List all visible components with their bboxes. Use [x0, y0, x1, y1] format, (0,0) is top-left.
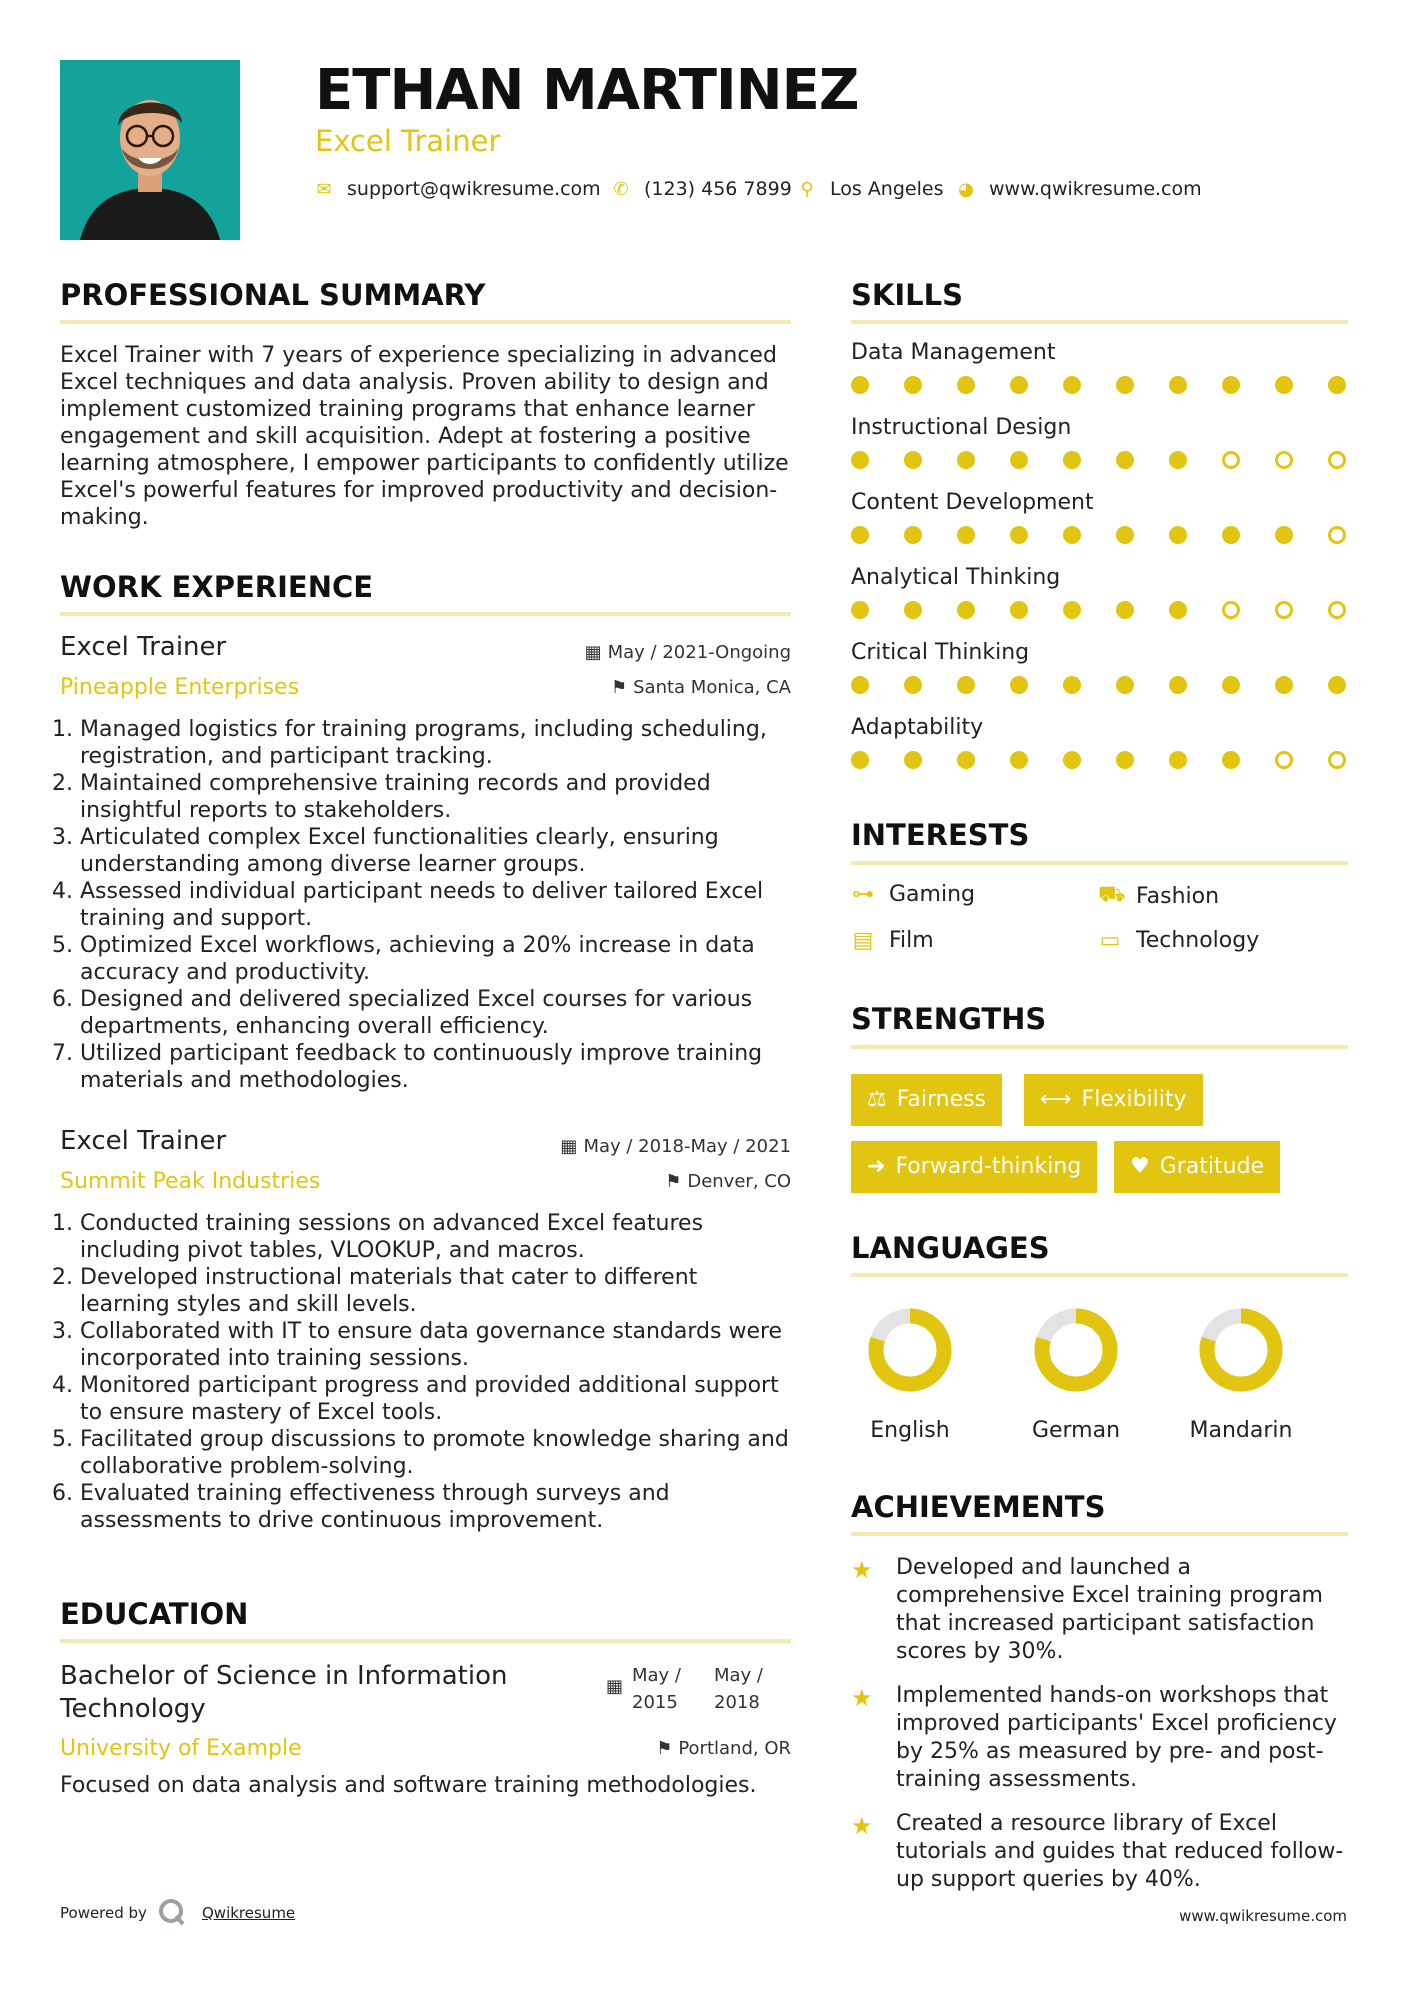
job-bullets	[60, 716, 791, 1094]
contact-location	[798, 178, 943, 200]
summary-heading: PROFESSIONAL SUMMARY	[60, 278, 486, 312]
laptop-icon: ▭	[1099, 928, 1121, 953]
skill-name: Adaptability	[851, 715, 984, 740]
interests-heading: INTERESTS	[851, 818, 1030, 852]
rating-dot-empty	[1328, 451, 1346, 469]
interest-item	[851, 928, 934, 953]
calendar-icon: ▦	[606, 1676, 624, 1697]
shopping-bag-icon: ⛟	[1098, 882, 1126, 907]
rating-dot-filled	[904, 526, 922, 544]
contact-website[interactable]	[957, 178, 1202, 200]
rating-dot-filled	[851, 451, 869, 469]
rating-dot-filled	[957, 601, 975, 619]
website-text: www.qwikresume.com	[989, 178, 1202, 200]
degree-title	[60, 1660, 507, 1726]
rating-dot-filled	[1275, 376, 1293, 394]
interest-item	[1098, 882, 1219, 910]
interest-label: Fashion	[1136, 883, 1220, 909]
list-item: 6. Designed and delivered specialized Excel courses for various departments, enhancing overall efficiency.	[80, 986, 791, 1040]
rating-dot-filled	[1222, 376, 1240, 394]
rating-dot-filled	[957, 526, 975, 544]
list-item: 5. Optimized Excel workflows, achieving a 20% increase in data accuracy and productivity.	[80, 932, 791, 986]
language-label: Mandarin	[1189, 1418, 1293, 1443]
divider	[851, 1532, 1348, 1536]
divider	[60, 1639, 791, 1643]
language-label: English	[870, 1418, 950, 1443]
phone-text: (123) 456 7899	[644, 178, 792, 200]
list-item: 4. Monitored participant progress and provided additional support to ensure mastery of Excel tools.	[80, 1372, 791, 1426]
end-line-1: May /	[714, 1665, 763, 1686]
strength-label: Flexibility	[1081, 1087, 1187, 1112]
qwikresume-logo-icon	[158, 1898, 186, 1926]
job-dates-text: May / 2021-Ongoing	[607, 642, 791, 663]
achievements-heading: ACHIEVEMENTS	[851, 1490, 1106, 1524]
email-text: support@qwikresume.com	[347, 178, 601, 200]
rating-dot-filled	[904, 451, 922, 469]
rating-dot-empty	[1328, 751, 1346, 769]
rating-dot-filled	[1116, 526, 1134, 544]
job-dates	[560, 1136, 791, 1157]
star-icon: ★	[851, 1812, 873, 1840]
rating-dot-empty	[1275, 751, 1293, 769]
rating-dot-empty	[1222, 601, 1240, 619]
arrows-horizontal-icon: ⟷	[1040, 1087, 1072, 1112]
job-dates-text: May / 2018-May / 2021	[583, 1136, 791, 1157]
list-item: 3. Collaborated with IT to ensure data governance standards were incorporated into training sessions.	[80, 1318, 791, 1372]
contact-phone[interactable]	[612, 178, 792, 200]
rating-dot-filled	[851, 601, 869, 619]
skill-name: Data Management	[851, 340, 1056, 365]
school-name: University of Example	[60, 1736, 302, 1761]
job-location-text: Denver, CO	[687, 1171, 791, 1192]
interest-label: Film	[889, 928, 934, 953]
rating-dot-filled	[851, 676, 869, 694]
degree-line-1: Bachelor of Science in Information	[60, 1661, 508, 1691]
rating-dot-filled	[904, 601, 922, 619]
pin-icon: ⚑	[665, 1171, 682, 1192]
skill-name: Content Development	[851, 490, 1094, 515]
gamepad-icon: ⊶	[852, 882, 874, 907]
rating-dot-filled	[1222, 676, 1240, 694]
list-item: 2. Maintained comprehensive training records and provided insightful reports to stakeholders.	[80, 770, 791, 824]
footer-website[interactable]: www.qwikresume.com	[1179, 1907, 1347, 1925]
pin-icon: ⚑	[656, 1738, 673, 1759]
rating-dot-filled	[904, 376, 922, 394]
rating-dot-filled	[1222, 526, 1240, 544]
interest-item	[851, 882, 975, 907]
skill-row	[851, 340, 1348, 415]
list-item: 5. Facilitated group discussions to promote knowledge sharing and collaborative problem-solving.	[80, 1426, 791, 1480]
rating-dot-filled	[1063, 376, 1081, 394]
list-item: 2. Developed instructional materials that cater to different learning styles and skill levels.	[80, 1264, 791, 1318]
strengths-heading: STRENGTHS	[851, 1002, 1047, 1036]
language-donut	[840, 1306, 980, 1396]
pin-icon: ⚑	[610, 677, 628, 698]
rating-dot-filled	[904, 751, 922, 769]
rating-dot-filled	[1275, 676, 1293, 694]
rating-dot-filled	[1169, 376, 1187, 394]
rating-dot-filled	[957, 376, 975, 394]
rating-dot-filled	[1328, 376, 1346, 394]
company-name: Pineapple Enterprises	[60, 675, 300, 700]
rating-dot-filled	[1169, 451, 1187, 469]
skill-rating	[851, 751, 1346, 769]
achievement-item: Created a resource library of Excel tutorials and guides that reduced follow-up support queries by 40%.	[896, 1811, 1344, 1892]
skill-row	[851, 640, 1348, 715]
divider	[851, 1273, 1348, 1277]
rating-dot-empty	[1328, 601, 1346, 619]
skills-heading: SKILLS	[851, 278, 963, 312]
education-location-text: Portland, OR	[678, 1738, 791, 1759]
skill-rating	[851, 601, 1346, 619]
rating-dot-filled	[1275, 526, 1293, 544]
envelope-icon: ✉	[316, 178, 332, 200]
rating-dot-filled	[1063, 676, 1081, 694]
rating-dot-filled	[1010, 601, 1028, 619]
strength-label: Gratitude	[1159, 1154, 1265, 1179]
star-icon: ★	[851, 1556, 873, 1584]
job-location-text: Santa Monica, CA	[633, 677, 791, 698]
rating-dot-filled	[1010, 751, 1028, 769]
rating-dot-filled	[1116, 451, 1134, 469]
rating-dot-filled	[1169, 601, 1187, 619]
job-bullets	[60, 1210, 791, 1534]
rating-dot-filled	[1010, 526, 1028, 544]
rating-dot-filled	[1063, 451, 1081, 469]
skill-row	[851, 490, 1348, 565]
end-line-2: 2018	[714, 1692, 760, 1713]
rating-dot-filled	[1063, 526, 1081, 544]
contact-email[interactable]	[315, 178, 601, 200]
list-item: 6. Evaluated training effectiveness through surveys and assessments to drive continuous improvement.	[80, 1480, 791, 1534]
language-donut	[1171, 1306, 1311, 1396]
rating-dot-filled	[957, 751, 975, 769]
skill-name: Instructional Design	[851, 415, 1072, 440]
education-location	[656, 1738, 791, 1759]
language-item	[1171, 1306, 1311, 1443]
job-title: Excel Trainer	[60, 632, 227, 662]
achievement-item: Implemented hands-on workshops that improved participants' Excel proficiency by 25% as measured by pre- and post-training assessments.	[896, 1683, 1337, 1792]
language-label: German	[1031, 1418, 1121, 1443]
start-line-1: May /	[632, 1665, 681, 1686]
candidate-name: ETHAN MARTINEZ	[315, 58, 859, 123]
language-item	[1006, 1306, 1146, 1443]
rating-dot-filled	[1169, 526, 1187, 544]
interest-item	[1098, 928, 1259, 953]
job-location	[611, 677, 791, 698]
skills-list	[851, 340, 1348, 790]
divider	[60, 320, 791, 324]
map-marker-icon: ⚲	[800, 178, 814, 200]
rating-dot-filled	[1169, 751, 1187, 769]
rating-dot-empty	[1275, 451, 1293, 469]
skill-rating	[851, 676, 1346, 694]
heart-icon: ♥	[1130, 1154, 1150, 1179]
skill-rating	[851, 526, 1346, 544]
strength-label: Forward-thinking	[895, 1154, 1082, 1179]
education-description: Focused on data analysis and software training methodologies.	[60, 1773, 757, 1798]
rating-dot-filled	[957, 451, 975, 469]
rating-dot-filled	[1116, 376, 1134, 394]
start-line-2: 2015	[632, 1692, 678, 1713]
calendar-icon: ▦	[584, 642, 602, 663]
achievement-item: Developed and launched a comprehensive Excel training program that increased participant satisfaction scores by 30%.	[896, 1555, 1323, 1664]
list-item: 7. Utilized participant feedback to continuously improve training materials and methodologies.	[80, 1040, 791, 1094]
skill-row	[851, 715, 1348, 790]
languages-heading: LANGUAGES	[851, 1231, 1050, 1265]
strength-tag	[851, 1141, 1097, 1193]
rating-dot-filled	[1010, 451, 1028, 469]
film-icon: ▤	[852, 928, 874, 953]
rating-dot-filled	[904, 676, 922, 694]
strength-tag	[1114, 1141, 1280, 1193]
skill-row	[851, 565, 1348, 640]
company-name: Summit Peak Industries	[60, 1169, 321, 1194]
rating-dot-empty	[1275, 601, 1293, 619]
rating-dot-filled	[1328, 676, 1346, 694]
experience-heading: WORK EXPERIENCE	[60, 570, 374, 604]
divider	[851, 320, 1348, 324]
languages-list	[851, 1306, 1348, 1456]
skill-rating	[851, 376, 1346, 394]
list-item: 1. Conducted training sessions on advanced Excel features including pivot tables, VLOOKUP, and macros.	[80, 1210, 791, 1264]
divider	[60, 612, 791, 616]
avatar	[60, 60, 240, 240]
skill-name: Analytical Thinking	[851, 565, 1061, 590]
list-item: 1. Managed logistics for training programs, including scheduling, registration, and participant tracking.	[80, 716, 791, 770]
phone-icon: ✆	[613, 178, 629, 200]
education-end-date	[714, 1662, 763, 1716]
rating-dot-filled	[1222, 751, 1240, 769]
strength-label: Fairness	[896, 1087, 987, 1112]
rating-dot-filled	[851, 751, 869, 769]
qwikresume-link[interactable]: Qwikresume	[202, 1904, 296, 1922]
strength-tag	[851, 1074, 1002, 1126]
list-item: 4. Assessed individual participant needs to deliver tailored Excel training and support.	[80, 878, 791, 932]
rating-dot-filled	[1010, 376, 1028, 394]
skill-rating	[851, 451, 1346, 469]
globe-icon: ◕	[958, 178, 974, 200]
interest-label: Gaming	[889, 882, 975, 907]
list-item: 3. Articulated complex Excel functionalities clearly, ensuring understanding among diverse learner groups.	[80, 824, 791, 878]
rating-dot-filled	[1063, 601, 1081, 619]
rating-dot-filled	[851, 376, 869, 394]
degree-line-2: Technology	[60, 1694, 206, 1724]
job-title: Excel Trainer	[60, 1126, 227, 1156]
profile-photo	[60, 60, 240, 240]
star-icon: ★	[851, 1684, 873, 1712]
job-location	[665, 1171, 791, 1192]
rating-dot-filled	[1063, 751, 1081, 769]
language-item	[840, 1306, 980, 1443]
powered-by-label: Powered by	[60, 1904, 147, 1922]
arrow-right-icon: ➜	[867, 1154, 886, 1179]
balance-scale-icon: ⚖	[867, 1087, 887, 1112]
calendar-icon: ▦	[560, 1136, 578, 1157]
divider	[851, 1045, 1348, 1049]
education-start-date	[632, 1662, 681, 1716]
rating-dot-filled	[1010, 676, 1028, 694]
rating-dot-empty	[1328, 526, 1346, 544]
rating-dot-filled	[1116, 676, 1134, 694]
language-donut	[1006, 1306, 1146, 1396]
education-heading: EDUCATION	[60, 1597, 249, 1631]
location-text: Los Angeles	[830, 178, 944, 200]
rating-dot-filled	[851, 526, 869, 544]
skill-row	[851, 415, 1348, 490]
rating-dot-filled	[1116, 601, 1134, 619]
rating-dot-empty	[1222, 451, 1240, 469]
candidate-title: Excel Trainer	[315, 124, 501, 158]
rating-dot-filled	[957, 676, 975, 694]
skill-name: Critical Thinking	[851, 640, 1030, 665]
strength-tag	[1024, 1074, 1203, 1126]
summary-text: Excel Trainer with 7 years of experience specializing in advanced Excel techniques and data analysis. Proven ability to design and implement customized training programs that enhance learner engagement and skill acquisition. Adept at fostering a positive learning atmosphere, I empower participants to confidently utilize Excel's powerful features for improved productivity and decision-making.	[60, 343, 789, 530]
divider	[851, 861, 1348, 865]
rating-dot-filled	[1116, 751, 1134, 769]
rating-dot-filled	[1169, 676, 1187, 694]
interest-label: Technology	[1136, 928, 1260, 953]
job-dates	[585, 642, 791, 663]
